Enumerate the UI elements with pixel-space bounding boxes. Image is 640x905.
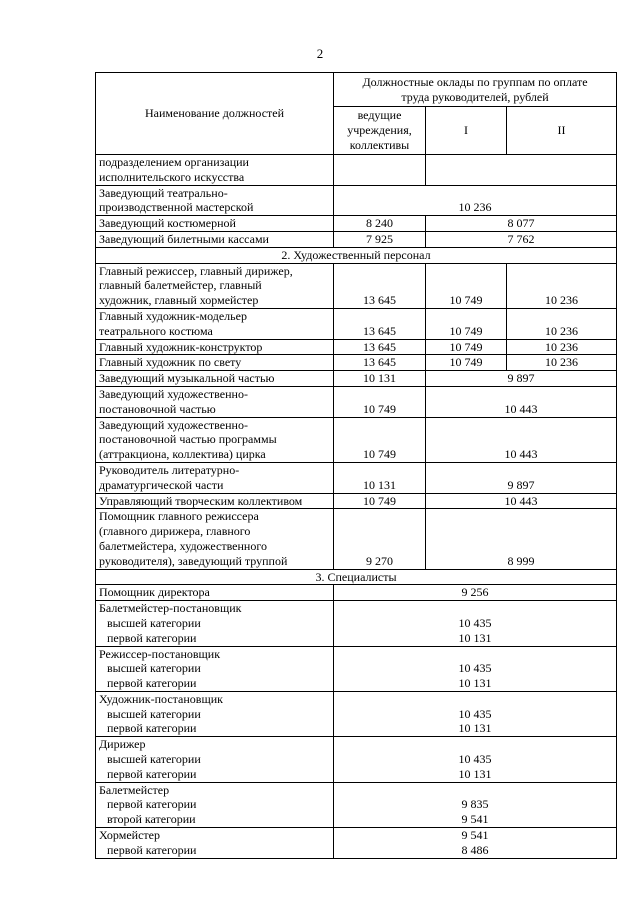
position-name-line: Управляющий творческим коллективом [99, 493, 303, 508]
salary-value: 10 435 [458, 752, 492, 767]
table-row [96, 371, 617, 387]
salary-table [95, 72, 617, 859]
salary-groups-i-ii: 10 443 [426, 386, 617, 417]
table-row [96, 386, 617, 417]
position-name-line: (главного дирижера, главного [99, 524, 251, 539]
position-name [96, 386, 334, 417]
table-row [96, 509, 617, 569]
salary-group-i: 10 749 [426, 339, 507, 355]
header-salary-groups-line: Должностные оклады по группам по оплате [362, 74, 588, 89]
position-name [96, 308, 334, 339]
salary-value: 10 435 [458, 706, 492, 721]
salary-value: 9 835 [461, 797, 489, 812]
salary-lead: 7 925 [334, 231, 426, 247]
salary-all-groups [334, 828, 617, 859]
salary-all-groups [334, 737, 617, 782]
position-name [96, 601, 334, 646]
table-row [96, 355, 617, 371]
salary-group-i: 10 749 [426, 355, 507, 371]
salary-value: 10 131 [458, 676, 492, 691]
header-salary-groups [334, 73, 617, 107]
salary-all-groups: 10 236 [334, 185, 617, 216]
position-name-line: Заведующий художественно- [99, 417, 248, 432]
salary-groups-i-ii: 8 077 [426, 216, 617, 232]
salary-lead: 10 749 [334, 386, 426, 417]
position-name [96, 828, 334, 859]
position-name [96, 691, 334, 736]
salary-all-groups: 9 256 [334, 585, 617, 601]
salary-groups-i-ii: 8 999 [426, 509, 617, 569]
section-title: 3. Специалисты [96, 569, 617, 585]
header-lead-line: учреждения, [347, 123, 412, 138]
salary-group-ii: 10 236 [507, 308, 617, 339]
position-name [96, 355, 334, 371]
header-salary-groups-line: труда руководителей, рублей [401, 89, 549, 104]
position-name [96, 155, 334, 186]
position-name [96, 585, 334, 601]
position-name-line: главный балетмейстер, главный [99, 278, 262, 293]
table-row [96, 417, 617, 462]
table-row [96, 231, 617, 247]
salary-all-groups [334, 782, 617, 827]
page-number: 2 [316, 46, 324, 61]
salary-value: 10 435 [458, 615, 492, 630]
salary-lead: 10 131 [334, 371, 426, 387]
header-lead-line: коллективы [349, 137, 410, 152]
category-label: первой категории [107, 630, 197, 645]
salary-lead: 10 749 [334, 417, 426, 462]
salary-all-groups [334, 601, 617, 646]
table-row [96, 828, 617, 859]
table-row [96, 493, 617, 509]
table-row [96, 216, 617, 232]
salary-value: 9 541 [461, 828, 489, 843]
salary-lead: 13 645 [334, 339, 426, 355]
position-title: Хормейстер [99, 828, 160, 843]
position-name-line: производственной мастерской [99, 200, 254, 215]
salary-lead [334, 155, 426, 186]
table-row [96, 585, 617, 601]
table-row [96, 155, 617, 186]
category-label: высшей категории [107, 752, 201, 767]
table-row [96, 691, 617, 736]
category-label: высшей категории [107, 706, 201, 721]
position-title: Художник-постановщик [99, 691, 223, 706]
position-name [96, 263, 334, 308]
salary-groups-i-ii: 10 443 [426, 417, 617, 462]
position-name-line: Заведующий билетными кассами [99, 231, 269, 246]
category-label: высшей категории [107, 661, 201, 676]
table-body [96, 155, 617, 859]
salary-value: 10 131 [458, 630, 492, 645]
salary-all-groups [334, 646, 617, 691]
salary-value: 10 131 [458, 721, 492, 736]
table-row [96, 339, 617, 355]
section-title: 2. Художественный персонал [96, 247, 617, 263]
salary-lead: 10 131 [334, 462, 426, 493]
position-name-line: Главный художник по свету [99, 355, 242, 370]
position-name-line: руководителя), заведующий труппой [99, 553, 288, 568]
position-name-line: Руководитель литературно- [99, 462, 240, 477]
position-name [96, 231, 334, 247]
position-name-line: Главный художник-конструктор [99, 339, 263, 354]
header-lead-institutions [334, 107, 426, 155]
position-name [96, 339, 334, 355]
category-label: первой категории [107, 676, 197, 691]
position-title: Балетмейстер-постановщик [99, 601, 242, 616]
salary-all-groups [334, 691, 617, 736]
position-name [96, 371, 334, 387]
header-position-name: Наименование должностей [96, 73, 334, 155]
position-name [96, 509, 334, 569]
position-name [96, 646, 334, 691]
position-name [96, 462, 334, 493]
table-row [96, 462, 617, 493]
salary-group-ii: 10 236 [507, 355, 617, 371]
position-name-line: подразделением организации [99, 155, 249, 169]
salary-lead: 13 645 [334, 308, 426, 339]
position-name [96, 782, 334, 827]
category-label: первой категории [107, 721, 197, 736]
category-label: первой категории [107, 842, 197, 857]
salary-lead: 8 240 [334, 216, 426, 232]
table-row [96, 185, 617, 216]
salary-groups-i-ii: 10 443 [426, 493, 617, 509]
position-name-line: Заведующий художественно- [99, 386, 248, 401]
salary-lead: 13 645 [334, 263, 426, 308]
table-row [96, 308, 617, 339]
position-name-line: Главный режиссер, главный дирижер, [99, 263, 293, 278]
position-name [96, 417, 334, 462]
position-name-line: (аттракциона, коллектива) цирка [99, 447, 266, 462]
salary-lead: 10 749 [334, 493, 426, 509]
salary-groups-i-ii [426, 155, 617, 186]
position-name-line: исполнительского искусства [99, 169, 245, 184]
position-name [96, 493, 334, 509]
header-group-ii: II [507, 107, 617, 155]
table-row [96, 737, 617, 782]
table-row [96, 601, 617, 646]
position-name-line: постановочной частью программы [99, 432, 277, 447]
salary-lead: 13 645 [334, 355, 426, 371]
section-row [96, 247, 617, 263]
salary-groups-i-ii: 9 897 [426, 462, 617, 493]
position-name-line: Заведующий костюмерной [99, 216, 236, 231]
salary-value: 10 131 [458, 766, 492, 781]
table-row [96, 782, 617, 827]
salary-value: 8 486 [461, 842, 489, 857]
position-title: Режиссер-постановщик [99, 646, 221, 661]
position-name [96, 737, 334, 782]
position-name [96, 185, 334, 216]
salary-lead: 9 270 [334, 509, 426, 569]
position-name-line: постановочной частью [99, 401, 216, 416]
salary-value: 10 435 [458, 661, 492, 676]
salary-group-i: 10 749 [426, 263, 507, 308]
category-label: второй категории [107, 812, 196, 827]
section-row [96, 569, 617, 585]
table-row [96, 263, 617, 308]
position-name-line: театрального костюма [99, 323, 213, 338]
salary-group-ii: 10 236 [507, 339, 617, 355]
position-name-line: Помощник главного режиссера [99, 509, 259, 524]
salary-groups-i-ii: 9 897 [426, 371, 617, 387]
position-title: Дирижер [99, 737, 146, 752]
category-label: первой категории [107, 797, 197, 812]
salary-groups-i-ii: 7 762 [426, 231, 617, 247]
position-name-line: художник, главный хормейстер [99, 293, 259, 308]
position-title: Балетмейстер [99, 782, 170, 797]
header-group-i: I [426, 107, 507, 155]
table-row [96, 646, 617, 691]
position-name-line: Главный художник-модельер [99, 308, 247, 323]
position-name [96, 216, 334, 232]
position-name-line: драматургической части [99, 477, 224, 492]
category-label: высшей категории [107, 615, 201, 630]
position-name-line: Помощник директора [99, 585, 210, 600]
header-lead-line: ведущие [357, 108, 402, 123]
salary-value: 9 541 [461, 812, 489, 827]
salary-group-i: 10 749 [426, 308, 507, 339]
category-label: первой категории [107, 766, 197, 781]
position-name-line: балетмейстера, художественного [99, 538, 267, 553]
position-name-line: Заведующий театрально- [99, 185, 228, 200]
salary-group-ii: 10 236 [507, 263, 617, 308]
position-name-line: Заведующий музыкальной частью [99, 371, 275, 386]
